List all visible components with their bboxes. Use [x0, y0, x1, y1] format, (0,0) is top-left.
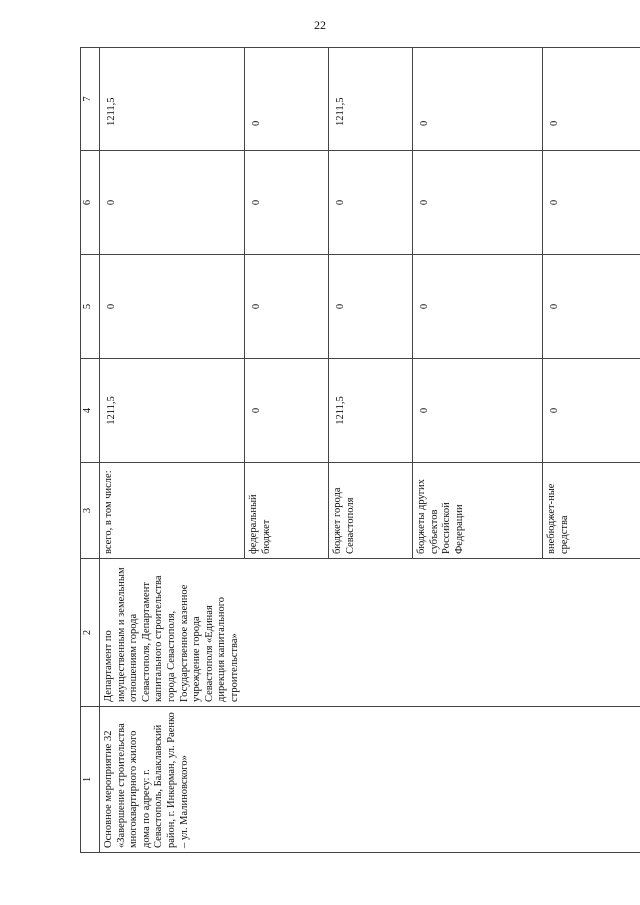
source-cell: бюджет города Севастополя [329, 463, 413, 559]
source-cell: бюджеты других субъектов Российской Федерации [413, 463, 543, 559]
table-row [413, 48, 543, 853]
event-cell-cont [245, 707, 329, 853]
value-cell: 0 [100, 255, 245, 359]
rotated-table-wrapper [80, 48, 604, 853]
value-cell: 0 [543, 359, 640, 463]
col-header-3: 3 [81, 463, 100, 559]
value-cell: 1211,5 [100, 48, 245, 151]
col-header-4: 4 [81, 359, 100, 463]
executor-cell-cont [543, 559, 640, 707]
source-cell: внебюджет-ные средства [543, 463, 640, 559]
event-cell-cont [413, 707, 543, 853]
col-header-5: 5 [81, 255, 100, 359]
value-cell: 1211,5 [329, 359, 413, 463]
value-cell: 0 [329, 151, 413, 255]
col-header-6: 6 [81, 151, 100, 255]
event-cell-cont [543, 707, 640, 853]
col-header-1: 1 [81, 707, 100, 853]
value-cell: 0 [413, 48, 543, 151]
value-cell: 0 [413, 359, 543, 463]
value-cell: 0 [245, 359, 329, 463]
value-cell: 0 [413, 255, 543, 359]
table-row [245, 48, 329, 853]
funding-table [80, 47, 640, 853]
value-cell: 0 [245, 255, 329, 359]
event-cell-cont [329, 707, 413, 853]
col-header-7: 7 [81, 48, 100, 151]
header-row [81, 48, 100, 853]
executor-cell-cont [329, 559, 413, 707]
value-cell: 0 [245, 48, 329, 151]
source-cell: всего, в том числе: [100, 463, 245, 559]
executor-cell-cont [413, 559, 543, 707]
table-row [329, 48, 413, 853]
table-row [543, 48, 640, 853]
value-cell: 0 [245, 151, 329, 255]
executor-cell: Департамент по имущественным и земельным отношениям города Севастополя, Департамент капитального строительства города Севастополя, Государственное казенное учреждение города Севастополя «Единая дирекция капитального строительства» [100, 559, 245, 707]
col-header-2: 2 [81, 559, 100, 707]
value-cell: 0 [413, 151, 543, 255]
value-cell: 0 [543, 151, 640, 255]
page-number: 22 [314, 18, 326, 32]
source-cell: федеральный бюджет [245, 463, 329, 559]
value-cell: 1211,5 [100, 359, 245, 463]
value-cell: 0 [543, 255, 640, 359]
value-cell: 1211,5 [329, 48, 413, 151]
value-cell: 0 [100, 151, 245, 255]
value-cell: 0 [329, 255, 413, 359]
executor-cell-cont [245, 559, 329, 707]
value-cell: 0 [543, 48, 640, 151]
table-row [100, 48, 245, 853]
event-cell: Основное мероприятие 32 «Завершение строительства многоквартирного жилого дома по адресу: г. Севастополь, Балаклавский район, г. Инкерман, ул. Раенко – ул. Малиновского» [100, 707, 245, 853]
